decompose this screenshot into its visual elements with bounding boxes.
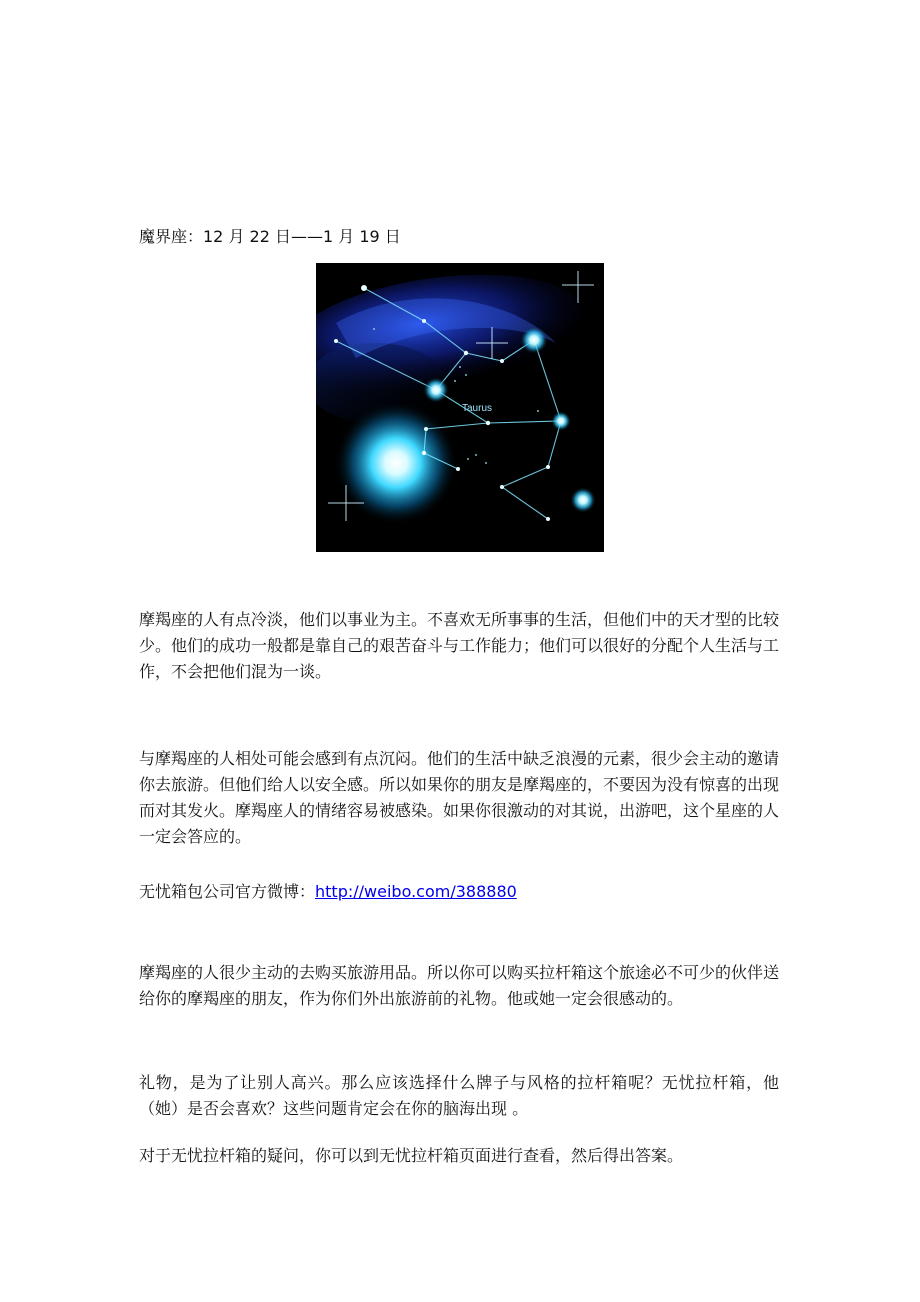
constellation-label: Taurus	[462, 403, 493, 414]
paragraph-relationship: 与摩羯座的人相处可能会感到有点沉闷。他们的生活中缺乏浪漫的元素，很少会主动的邀请你去旅游。但他们给人以安全感。所以如果你的朋友是摩羯座的，不要因为没有惊喜的出现而对其发火。摩羯座人的情绪容易被感染。如果你很激动的对其说，出游吧，这个星座的人一定会答应的。	[139, 749, 780, 846]
weibo-link[interactable]: http://weibo.com/388880	[315, 882, 517, 901]
paragraph-gift-suggestion: 摩羯座的人很少主动的去购买旅游用品。所以你可以购买拉杆箱这个旅途必不可少的伙伴送给你的摩羯座的朋友，作为你们外出旅游前的礼物。他或她一定会很感动的。	[139, 963, 780, 1008]
zodiac-date-heading: 魔界座：12 月 22 日——1 月 19 日	[139, 227, 401, 246]
weibo-line	[139, 879, 779, 905]
constellation-image	[316, 263, 604, 552]
weibo-label: 无忧箱包公司官方微博：	[139, 882, 316, 901]
constellation-illustration	[316, 263, 604, 552]
paragraph-answer: 对于无忧拉杆箱的疑问，你可以到无忧拉杆箱页面进行查看，然后得出答案。	[139, 1146, 684, 1165]
paragraph-gift-question: 礼物，是为了让别人高兴。那么应该选择什么牌子与风格的拉杆箱呢？无忧拉杆箱，他（她）是否会喜欢？这些问题肯定会在你的脑海出现 。	[139, 1073, 779, 1118]
paragraph-personality: 摩羯座的人有点冷淡，他们以事业为主。不喜欢无所事事的生活，但他们中的天才型的比较少。他们的成功一般都是靠自己的艰苦奋斗与工作能力；他们可以很好的分配个人生活与工作，不会把他们混为一谈。	[139, 610, 780, 681]
